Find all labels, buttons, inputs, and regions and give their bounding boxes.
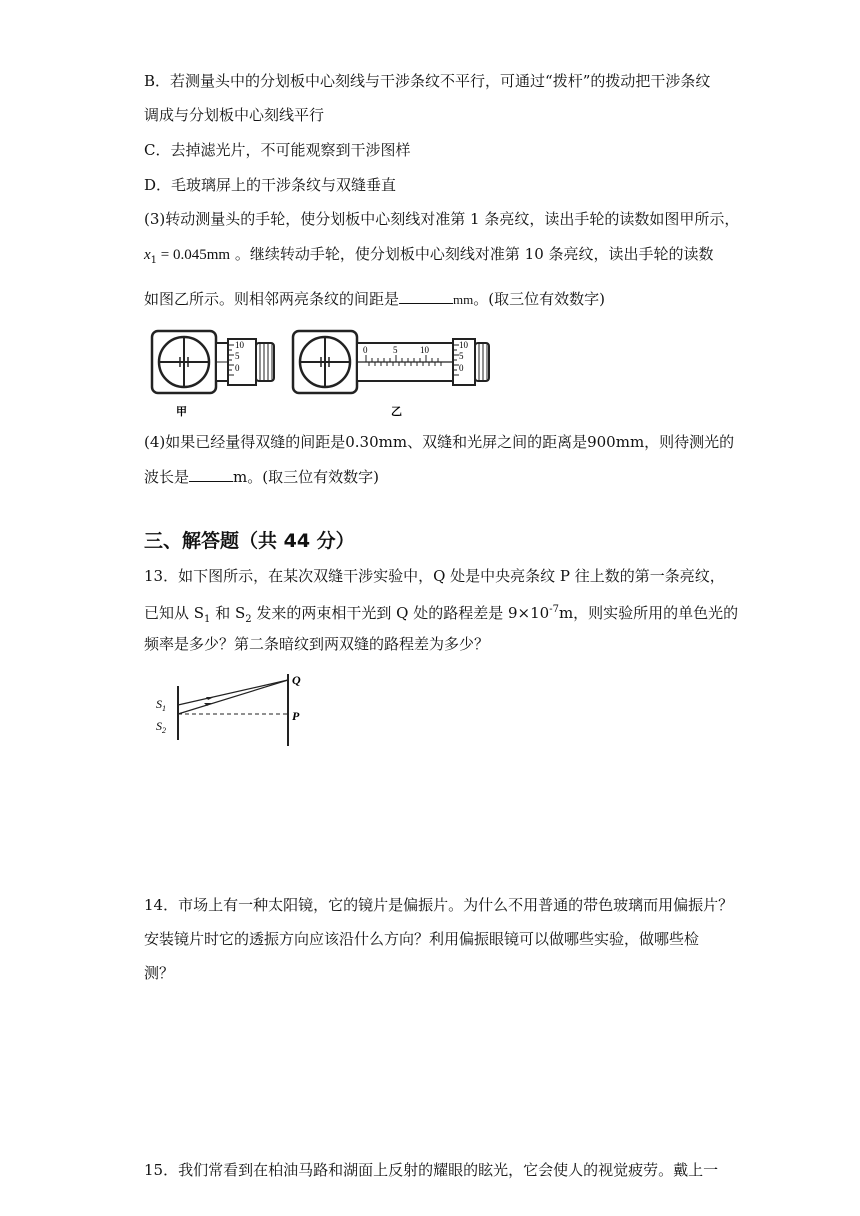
q13-line2	[144, 600, 738, 630]
jia-tick-10: 10	[235, 340, 244, 350]
label-s2: $S_2$	[156, 719, 166, 735]
label-yi: 乙	[391, 406, 402, 418]
q13-line2-d: m，则实验所用的单色光的	[558, 604, 739, 622]
jia-tick-0: 0	[235, 363, 240, 373]
yi-tick-0: 0	[459, 363, 464, 373]
label-jia: 甲	[176, 406, 187, 418]
q13-line2-a: 已知从 S	[144, 604, 205, 622]
q13-line2-b: 和 S	[210, 604, 246, 622]
answer-blank-wavelength	[189, 467, 233, 482]
q14-line3: 测？	[144, 964, 175, 982]
q12-part3-line3-a: 如图乙所示。则相邻两亮条纹的间距是	[144, 290, 400, 308]
yi-main-10: 10	[420, 345, 429, 355]
label-s1: $S_1$	[156, 697, 166, 713]
option-b-line1: B．若测量头中的分划板中心刻线与干涉条纹不平行，可通过“拨杆”的拨动把干涉条纹	[144, 72, 711, 90]
micrometer-yi	[293, 331, 489, 418]
micrometer-jia	[152, 331, 274, 418]
q12-part4-line1: (4)如果已经量得双缝的间距是0.30mm、双缝和光屏之间的距离是900mm，则待测光的	[144, 433, 735, 451]
arrow-icon	[206, 697, 214, 700]
x1-subscript: 1	[150, 255, 158, 266]
yi-main-0: 0	[363, 345, 368, 355]
q13-line1: 13．如下图所示，在某次双缝干涉实验中，Q 处是中央亮条纹 P 往上数的第一条亮纹，	[144, 567, 725, 585]
q14-line2: 安装镜片时它的透振方向应该沿什么方向？利用偏振眼镜可以做哪些实验，做哪些检	[144, 930, 700, 948]
label-p: P	[292, 709, 300, 723]
q12-part4-line2	[144, 467, 379, 487]
s1-subscript: 1	[204, 614, 211, 625]
q12-part3-line1: (3)转动测量头的手轮，使分划板中心刻线对准第 1 条亮纹，读出手轮的读数如图甲所示，	[144, 210, 740, 228]
q14-line1: 14．市场上有一种太阳镜，它的镜片是偏振片。为什么不用普通的带色玻璃而用偏振片？	[144, 896, 734, 914]
q12-part3-line3	[144, 289, 605, 310]
q12-part3-line2	[144, 244, 714, 271]
exponent: -7	[549, 604, 559, 615]
q13-line3: 频率是多少？第二条暗纹到两双缝的路程差为多少？	[144, 635, 490, 653]
jia-tick-5: 5	[235, 351, 240, 361]
q15-line1: 15．我们常看到在柏油马路和湖面上反射的耀眼的眩光，它会使人的视觉疲劳。戴上一	[144, 1161, 719, 1179]
q13-line2-c: 发来的两束相干光到 Q 处的路程差是 9×10	[251, 604, 550, 622]
answer-blank-spacing	[399, 289, 453, 304]
unit-mm: mm	[453, 292, 474, 307]
label-q: Q	[292, 673, 301, 687]
yi-tick-5: 5	[459, 351, 464, 361]
micrometer-figure	[146, 325, 496, 420]
q12-part4-line2-a: 波长是	[144, 468, 190, 486]
option-c: C．去掉滤光片，不可能观察到干涉图样	[144, 141, 411, 159]
q12-part3-line2-rest: 。继续转动手轮，使分划板中心刻线对准第 10 条亮纹，读出手轮的读数	[234, 245, 714, 263]
double-slit-figure	[152, 668, 312, 750]
option-b-line2: 调成与分划板中心刻线平行	[144, 106, 325, 124]
q12-part4-line2-b: m。(取三位有效数字)	[233, 468, 379, 486]
x1-symbol: x	[144, 247, 151, 263]
yi-main-5: 5	[393, 345, 398, 355]
q12-part3-line3-c: 。(取三位有效数字)	[473, 290, 605, 308]
section-title: 三、解答题（共 44 分）	[144, 530, 355, 552]
s2-subscript: 2	[245, 614, 252, 625]
x1-value: = 0.045mm	[157, 247, 231, 263]
yi-tick-10: 10	[459, 340, 468, 350]
option-d: D．毛玻璃屏上的干涉条纹与双缝垂直	[144, 176, 397, 194]
